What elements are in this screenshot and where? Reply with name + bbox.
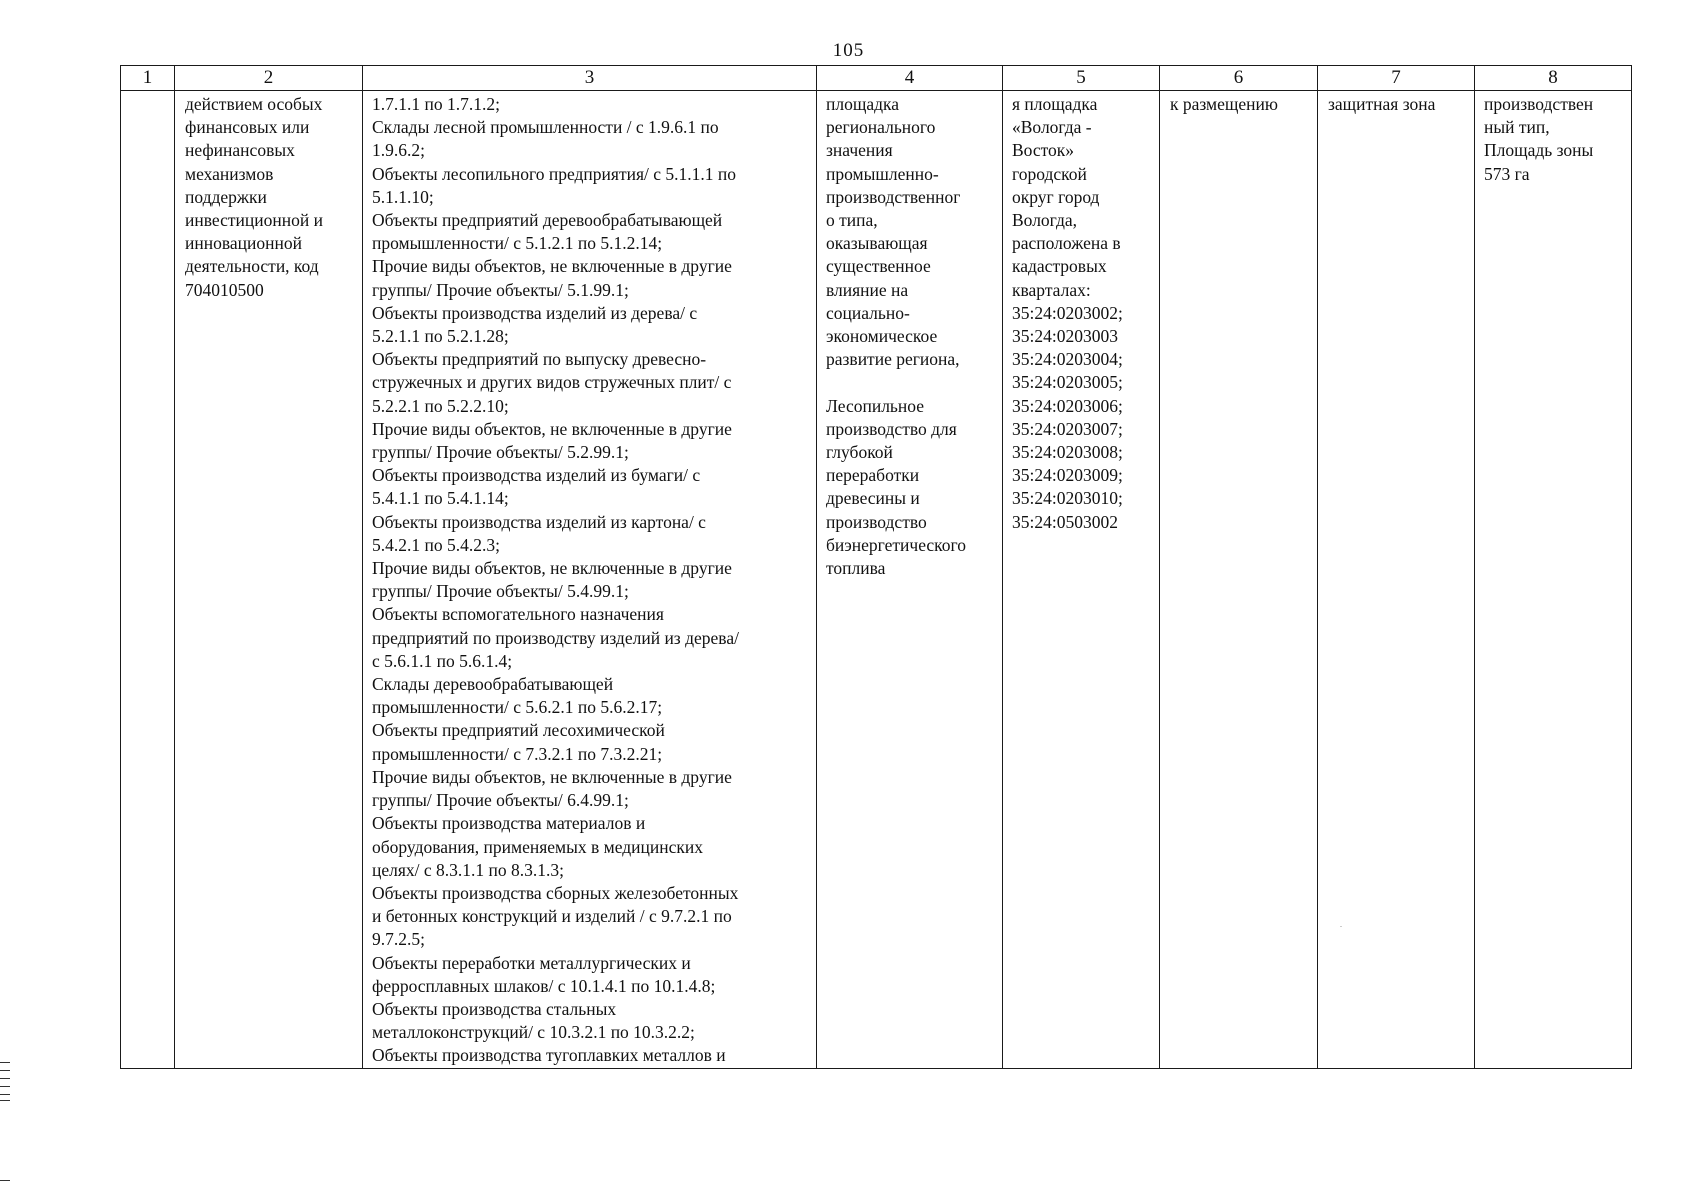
cell-col6 bbox=[1160, 91, 1318, 1069]
cell-col2 bbox=[175, 91, 363, 1069]
margin-mark bbox=[0, 1100, 10, 1101]
margin-mark bbox=[0, 1086, 10, 1087]
scan-speck bbox=[1340, 926, 1342, 927]
cell-col4-text: площадка регионального значения промышленно- производственног о типа, оказывающая существенное влияние на социально- экономическое развитие региона, Лесопильное производство для глубокой переработки древесины и производство биэнергетического топлива bbox=[826, 94, 967, 579]
cell-col5 bbox=[1003, 91, 1160, 1069]
column-header-8: 8 bbox=[1475, 66, 1632, 91]
column-header-3: 3 bbox=[363, 66, 817, 91]
cell-col2-text: действием особых финансовых или нефинансовых механизмов поддержки инвестиционной и инновационной деятельности, код 704010500 bbox=[185, 94, 323, 300]
cell-col7-text: защитная зона bbox=[1328, 94, 1436, 114]
column-header-7: 7 bbox=[1318, 66, 1475, 91]
margin-mark bbox=[0, 1070, 10, 1071]
cell-col1 bbox=[121, 91, 175, 1069]
cell-col8 bbox=[1475, 91, 1632, 1069]
column-header-5: 5 bbox=[1003, 66, 1160, 91]
cell-col8-text: производствен ный тип, Площадь зоны 573 га bbox=[1484, 94, 1594, 184]
margin-mark bbox=[0, 1180, 10, 1181]
margin-mark bbox=[0, 1094, 10, 1095]
margin-mark bbox=[0, 1062, 10, 1063]
cell-col5-text: я площадка «Вологда - Восток» городской округ город Вологда, расположена в кадастровых кварталах: 35:24:0203002; 35:24:0203003 35:24:0203004; 35:24:0203005; 35:24:0203006; 35:24:0203007; 35:24:0203008; 35:24:0203009; 35:24:0203010; 35:24:0503002 bbox=[1012, 94, 1123, 532]
cell-col1-text bbox=[121, 91, 174, 93]
cell-col3-text: 1.7.1.1 по 1.7.1.2; Склады лесной промышленности / с 1.9.6.1 по 1.9.6.2; Объекты лесопильного предприятия/ с 5.1.1.1 по 5.1.1.10; Объекты предприятий деревообрабатывающей промышленности/ с 5.1.2.1 по 5.1.2.14; Прочие виды объектов, не включенные в другие группы/ Прочие объекты/ 5.1.99.1; Объекты производства изделий из дерева/ с 5.2.1.1 по 5.2.1.28; Объекты предприятий по выпуску древесно- стружечных и других видов стружечных плит/ с 5.2.2.1 по 5.2.2.10; Прочие виды объектов, не включенные в другие группы/ Прочие объекты/ 5.2.99.1; Объекты производства изделий из бумаги/ с 5.4.1.1 по 5.4.1.14; Объекты производства изделий из картона/ с 5.4.2.1 по 5.4.2.3; Прочие виды объектов, не включенные в другие группы/ Прочие объекты/ 5.4.99.1; Объекты вспомогательного назначения предприятий по производству изделий из дерева/ с 5.6.1.1 по 5.6.1.4; Склады деревообрабатывающей промышленности/ с 5.6.2.1 по 5.6.2.17; Объекты предприятий лесохимической промышленности/ с 7.3.2.1 по 7.3.2.21; Прочие виды объектов, не включенные в другие группы/ Прочие объекты/ 6.4.99.1; Объекты производства материалов и оборудования, применяемых в медицинских целях/ с 8.3.1.1 по 8.3.1.3; Объекты производства сборных железобетонных и бетонных конструкций и изделий / с 9.7.2.1 по 9.7.2.5; Объекты переработки металлургических и ферросплавных шлаков/ с 10.1.4.1 по 10.1.4.8; Объекты производства стальных металлоконструкций/ с 10.3.2.1 по 10.3.2.2; Объекты производства тугоплавких металлов и bbox=[372, 94, 739, 1066]
column-header-6: 6 bbox=[1160, 66, 1318, 91]
table-row bbox=[121, 91, 1632, 1069]
cell-col3 bbox=[363, 91, 817, 1069]
column-header-1: 1 bbox=[121, 66, 175, 91]
column-header-4: 4 bbox=[817, 66, 1003, 91]
column-header-2: 2 bbox=[175, 66, 363, 91]
cell-col4 bbox=[817, 91, 1003, 1069]
cell-col6-text: к размещению bbox=[1170, 94, 1278, 114]
margin-mark bbox=[0, 1078, 10, 1079]
header-row bbox=[121, 66, 1632, 91]
data-table bbox=[120, 65, 1632, 1069]
cell-col7 bbox=[1318, 91, 1475, 1069]
page-number: 105 bbox=[832, 40, 865, 61]
